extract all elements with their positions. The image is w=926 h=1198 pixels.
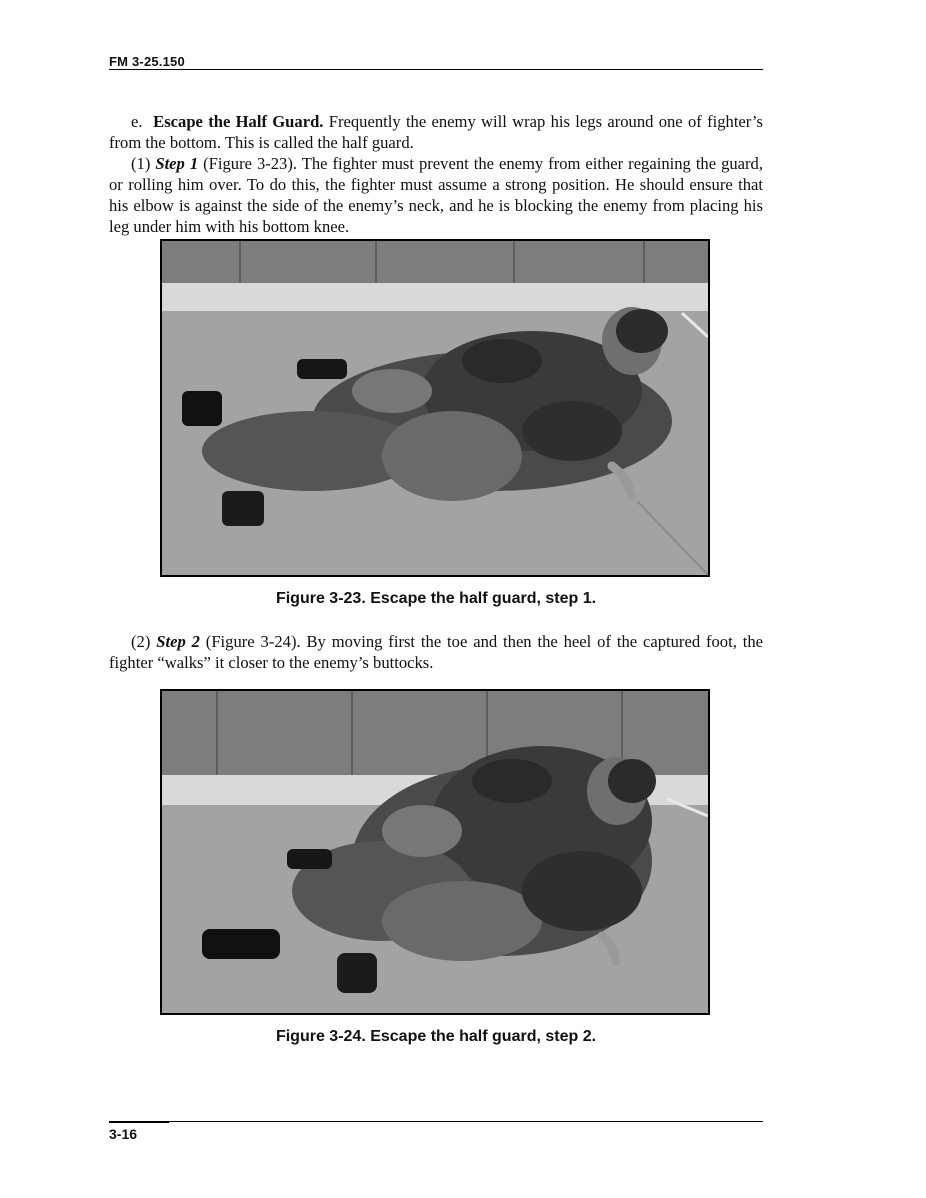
figure-3-23-photo: [160, 239, 710, 577]
paragraph-step-2: [109, 631, 763, 673]
section-label: e.: [131, 112, 143, 131]
step1-prefix: (1): [131, 154, 156, 173]
paragraph-step-1: [109, 153, 763, 237]
figure-3-23-caption: Figure 3-23. Escape the half guard, step 1.: [275, 590, 597, 607]
footer-rule: [109, 1121, 763, 1122]
step2-label: Step 2: [156, 632, 200, 651]
figure-3-24-photo: [160, 689, 710, 1015]
footer-rule-accent: [109, 1122, 169, 1123]
step1-label: Step 1: [155, 154, 199, 173]
header-rule: [109, 69, 763, 70]
page-number: 3-16: [109, 1126, 138, 1142]
manual-id: FM 3-25.150: [109, 54, 185, 69]
section-text: Frequently the enemy will wrap his legs around one of fighter’s from the bottom. This is called the half guard.: [109, 112, 764, 152]
figure-3-24-caption: Figure 3-24. Escape the half guard, step 2.: [275, 1028, 597, 1045]
step2-prefix: (2): [131, 632, 157, 651]
section-title: Escape the Half Guard.: [153, 112, 324, 131]
paragraph-escape-half-guard: [109, 111, 763, 153]
step1-text: (Figure 3-23). The fighter must prevent the enemy from either regaining the guard, or rolling him over. To do this, the fighter must assume a strong position. He should ensure that his elbow is against the side of the enemy’s neck, and he is blocking the enemy from placing his leg under him with his bottom knee.: [109, 154, 763, 236]
step2-text: (Figure 3-24). By moving first the toe and then the heel of the captured foot, the fighter “walks” it closer to the enemy’s buttocks.: [109, 632, 764, 672]
